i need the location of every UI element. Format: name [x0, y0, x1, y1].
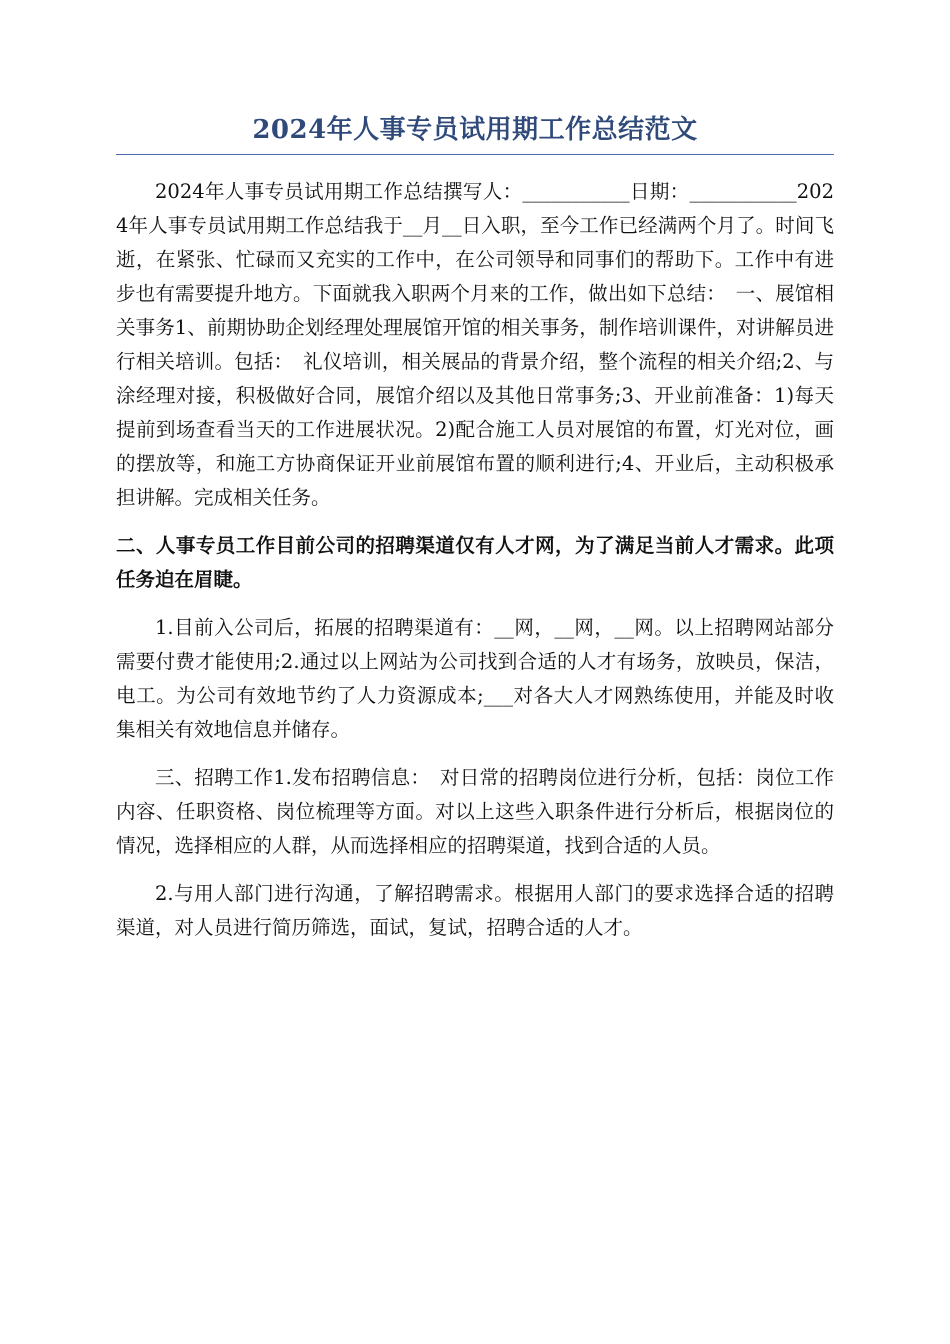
document-page: [116, 108, 834, 959]
paragraph-department-communication: 2.与用人部门进行沟通，了解招聘需求。根据用人部门的要求选择合适的招聘渠道，对人员进行简历筛选，面试，复试，招聘合适的人才。: [116, 882, 834, 939]
paragraph-recruit-work: 三、招聘工作1.发布招聘信息： 对日常的招聘岗位进行分析，包括：岗位工作内容、任职资格、岗位梳理等方面。对以上这些入职条件进行分析后，根据岗位的情况，选择相应的人群，从而选择相应的招聘渠道，找到合适的人员。: [116, 766, 834, 857]
paragraph-recruit-channels: 1.目前入公司后，拓展的招聘渠道有：__网，__网，__网。以上招聘网站部分需要付费才能使用;2.通过以上网站为公司找到合适的人才有场务，放映员，保洁，电工。为公司有效地节约了人力资源成本;___对各大人才网熟练使用，并能及时收集相关有效地信息并储存。: [116, 616, 834, 741]
section-heading-hr: 二、人事专员工作目前公司的招聘渠道仅有人才网，为了满足当前人才需求。此项任务迫在眉睫。: [116, 534, 834, 591]
document-body: [116, 175, 834, 945]
document-title: 2024年人事专员试用期工作总结范文: [116, 108, 834, 155]
paragraph-intro: 2024年人事专员试用期工作总结撰写人：___________日期：___________2024年人事专员试用期工作总结我于__月__日入职，至今工作已经满两个月了。时间飞逝，在紧张、忙碌而又充实的工作中，在公司领导和同事们的帮助下。工作中有进步也有需要提升地方。下面就我入职两个月来的工作，做出如下总结： 一、展馆相关事务1、前期协助企划经理处理展馆开馆的相关事务，制作培训课件，对讲解员进行相关培训。包括： 礼仪培训，相关展品的背景介绍，整个流程的相关介绍;2、与涂经理对接，积极做好合同，展馆介绍以及其他日常事务;3、开业前准备：1)每天提前到场查看当天的工作进展状况。2)配合施工人员对展馆的布置，灯光对位，画的摆放等，和施工方协商保证开业前展馆布置的顺利进行;4、开业后，主动积极承担讲解。完成相关任务。: [116, 180, 834, 509]
